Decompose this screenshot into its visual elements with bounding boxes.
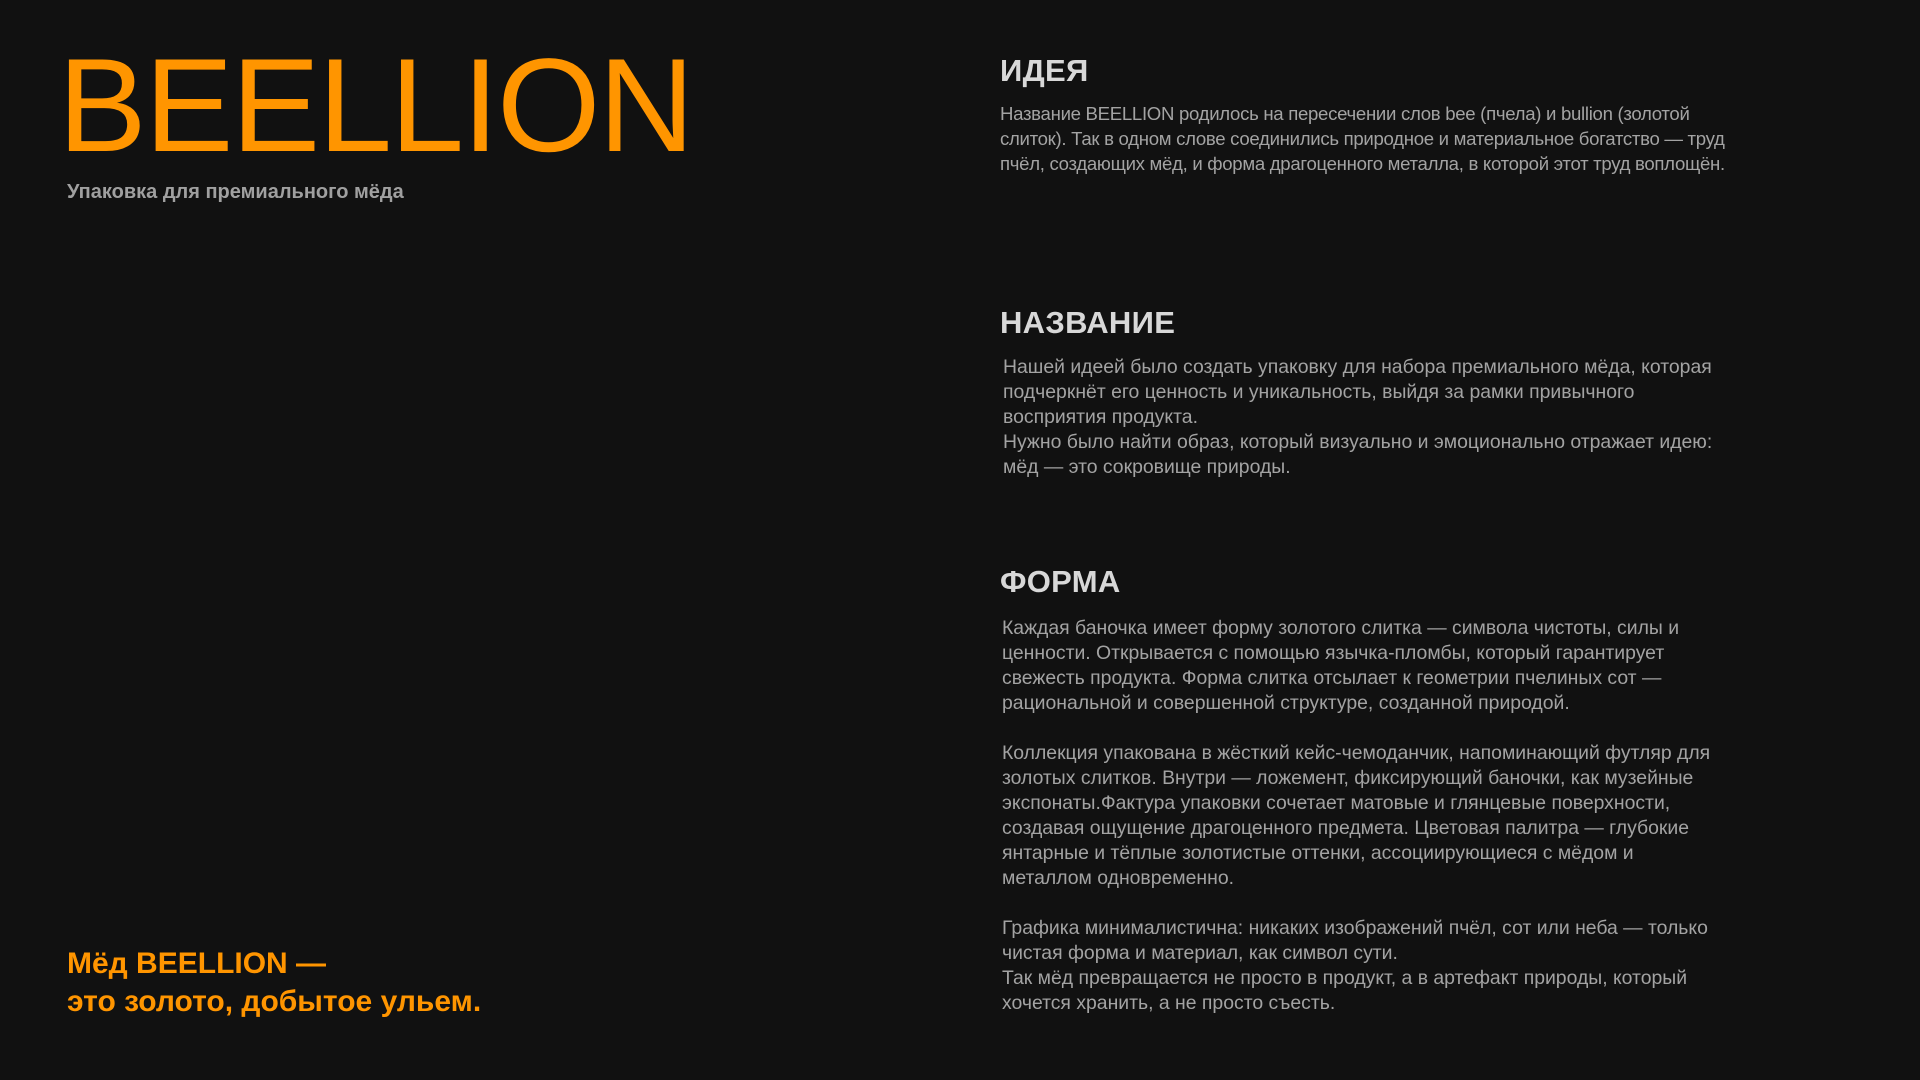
tagline-line-1: Мёд BEELLION —: [67, 947, 327, 980]
section-form: [1000, 562, 1860, 1016]
tagline: [67, 945, 481, 1021]
section-heading-form: ФОРМА: [1000, 564, 1121, 599]
section-text-form-1: Каждая баночка имеет форму золотого слитка — символа чистоты, силы и ценности. Открывается с помощью язычка-пломбы, который гарантирует свежесть продукта. Форма слитка отсылает к геометрии пчелиных сот — рациональной и совершенной структуре, созданной природой.: [1002, 617, 1680, 714]
section-heading-idea: ИДЕЯ: [1000, 53, 1089, 88]
section-heading-name: НАЗВАНИЕ: [1000, 305, 1176, 340]
section-text-idea: Название BEELLION родилось на пересечении слов bee (пчела) и bullion (золотой слиток). Так в одном слове соединились природное и материальное богатство — труд пчёл, создающих мёд, и форма драгоценного металла, в которой этот труд воплощён.: [1000, 103, 1725, 174]
brand-title: BEELLION: [58, 32, 693, 180]
tagline-line-2: это золото, добытое ульем.: [67, 985, 482, 1018]
section-text-name: Нашей идеей было создать упаковку для набора премиального мёда, которая подчеркнёт его ценность и уникальность, выйдя за рамки привычного восприятия продукта. Нужно было найти образ, который визуально и эмоционально отражает идею: мёд — это сокровище природы.: [1003, 356, 1713, 478]
section-text-form-2: Коллекция упакована в жёсткий кейс-чемоданчик, напоминающий футляр для золотых слитков. Внутри — ложемент, фиксирующий баночки, как музейные экспонаты.Фактура упаковки сочетает матовые и глянцевые поверхности, создавая ощущение драгоценного предмета. Цветовая палитра — глубокие янтарные и тёплые золотистые оттенки, ассоциирующиеся с мёдом и металлом одновременно.: [1002, 742, 1711, 889]
section-text-form-3: Графика минималистична: никаких изображений пчёл, сот или неба — только чистая форма и материал, как символ сути. Так мёд превращается не просто в продукт, а в артефакт природы, который хочется хранить, а не просто съесть.: [1002, 917, 1708, 1014]
section-idea: [1000, 51, 1860, 176]
section-name: [1000, 303, 1860, 480]
brand-subtitle: Упаковка для премиального мёда: [67, 181, 404, 203]
